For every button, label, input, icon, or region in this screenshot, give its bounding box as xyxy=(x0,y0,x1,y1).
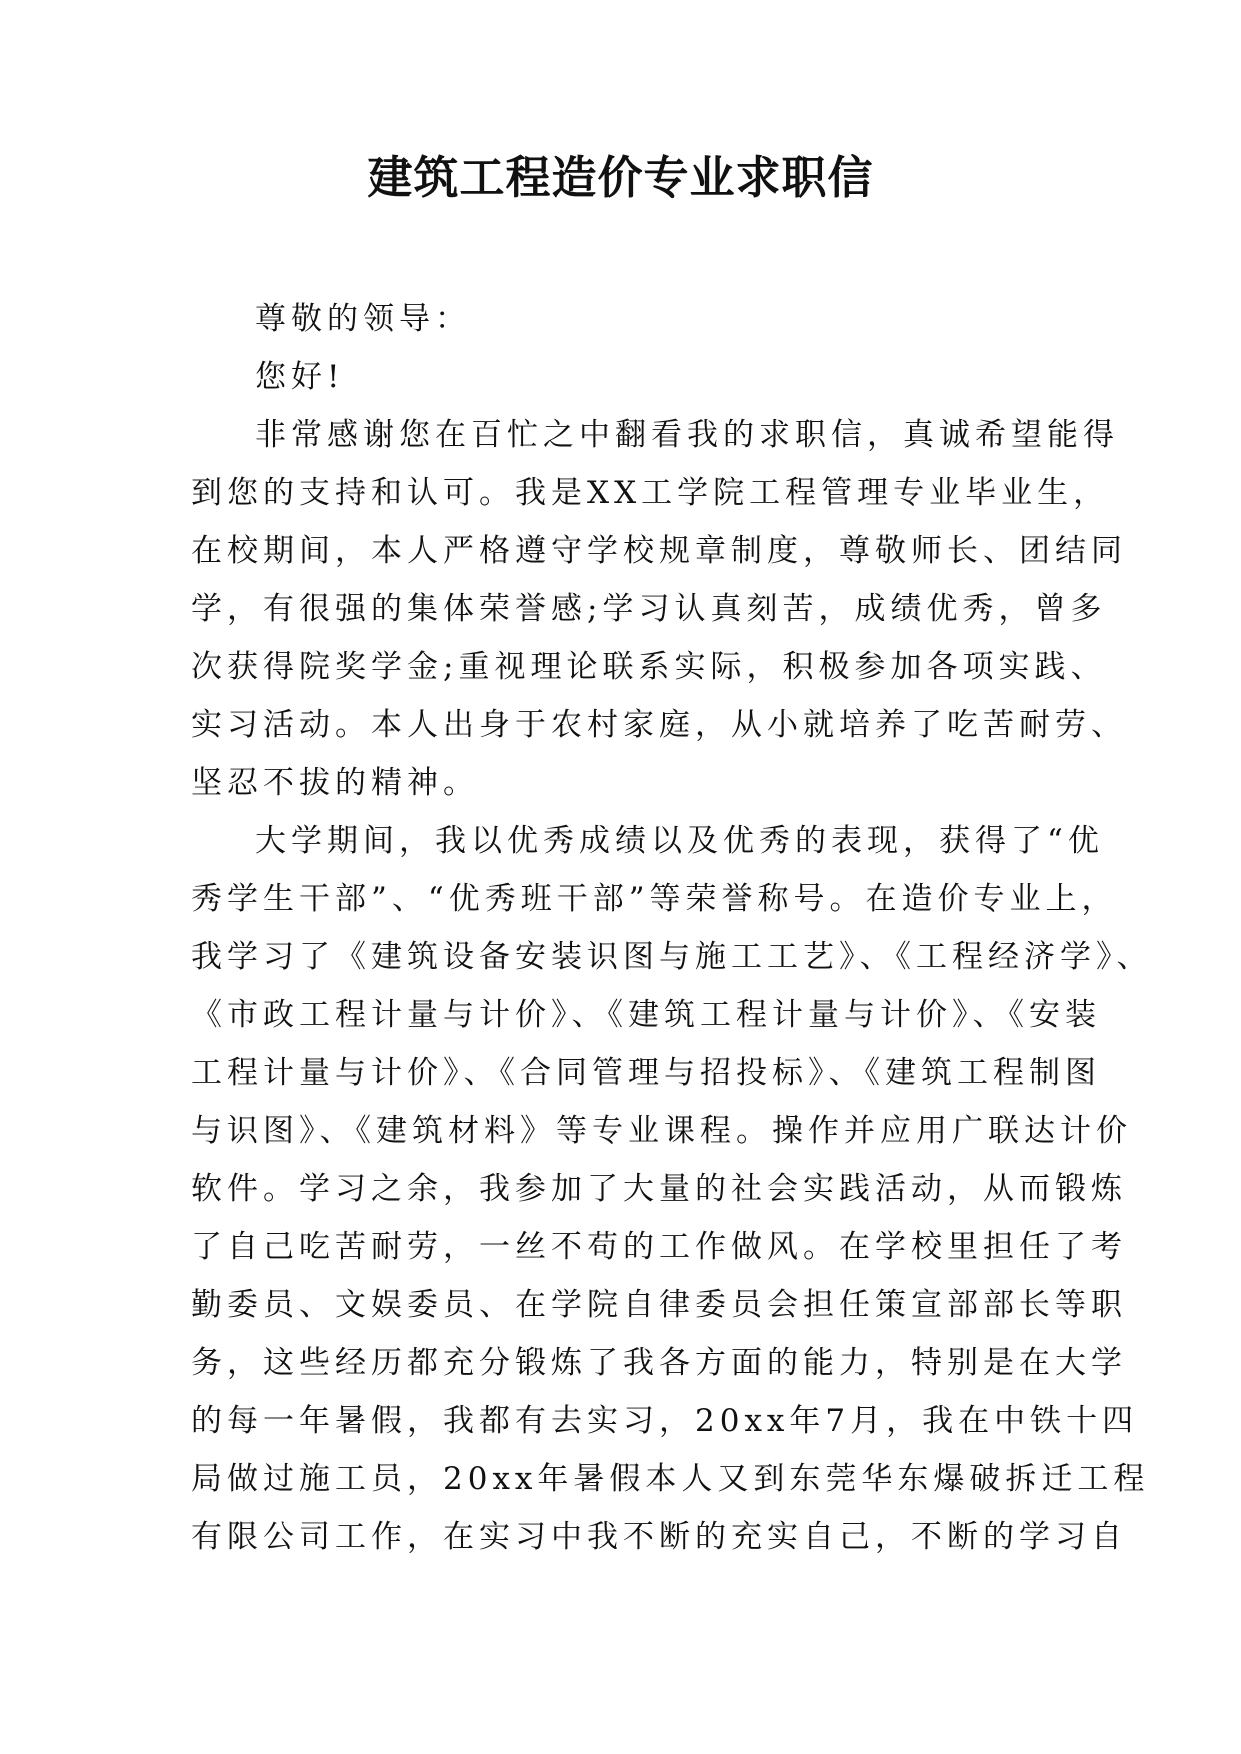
document-title: 建筑工程造价专业求职信 xyxy=(367,151,874,204)
paragraph-line: 《市政工程计量与计价》、《建筑工程计量与计价》、《安装 xyxy=(191,997,1101,1033)
paragraph-line: 大学期间，我以优秀成绩以及优秀的表现，获得了“优 xyxy=(255,823,1104,859)
paragraph-line: 学，有很强的集体荣誉感;学习认真刻苦，成绩优秀，曾多 xyxy=(191,591,1107,627)
paragraph-line: 我学习了《建筑设备安装识图与施工工艺》、《工程经济学》、 xyxy=(191,939,1153,975)
paragraph-line: 的每一年暑假，我都有去实习，20xx年7月，我在中铁十四 xyxy=(191,1403,1139,1439)
paragraph-line: 非常感谢您在百忙之中翻看我的求职信，真诚希望能得 xyxy=(255,417,1119,453)
paragraph-line: 与识图》、《建筑材料》等专业课程。操作并应用广联达计价 xyxy=(191,1113,1132,1149)
paragraph-line: 务，这些经历都充分锻炼了我各方面的能力，特别是在大学 xyxy=(191,1345,1127,1381)
paragraph-line: 到您的支持和认可。我是XX工学院工程管理专业毕业生， xyxy=(191,475,1110,511)
paragraph-line: 勤委员、文娱委员、在学院自律委员会担任策宣部部长等职 xyxy=(191,1287,1127,1323)
paragraph-line: 次获得院奖学金;重视理论联系实际，积极参加各项实践、 xyxy=(191,649,1107,685)
paragraph-line: 实习活动。本人出身于农村家庭，从小就培养了吃苦耐劳、 xyxy=(191,707,1127,743)
paragraph-line: 局做过施工员，20xx年暑假本人又到东莞华东爆破拆迁工程 xyxy=(191,1461,1150,1497)
paragraph-line: 了自己吃苦耐劳，一丝不苟的工作做风。在学校里担任了考 xyxy=(191,1229,1127,1265)
paragraph-line: 秀学生干部”、“优秀班干部”等荣誉称号。在造价专业上， xyxy=(191,881,1118,917)
paragraph-line: 软件。学习之余，我参加了大量的社会实践活动，从而锻炼 xyxy=(191,1171,1127,1207)
paragraph-line: 有限公司工作，在实习中我不断的充实自己，不断的学习自 xyxy=(191,1519,1127,1555)
paragraph-line: 工程计量与计价》、《合同管理与招投标》、《建筑工程制图 xyxy=(191,1055,1101,1091)
paragraph-line: 坚忍不拔的精神。 xyxy=(191,765,479,801)
paragraph-line: 在校期间，本人严格遵守学校规章制度，尊敬师长、团结同 xyxy=(191,533,1127,569)
greeting-line: 您好! xyxy=(255,359,345,395)
salutation-line: 尊敬的领导： xyxy=(255,301,471,337)
letter-body xyxy=(191,290,1153,1566)
